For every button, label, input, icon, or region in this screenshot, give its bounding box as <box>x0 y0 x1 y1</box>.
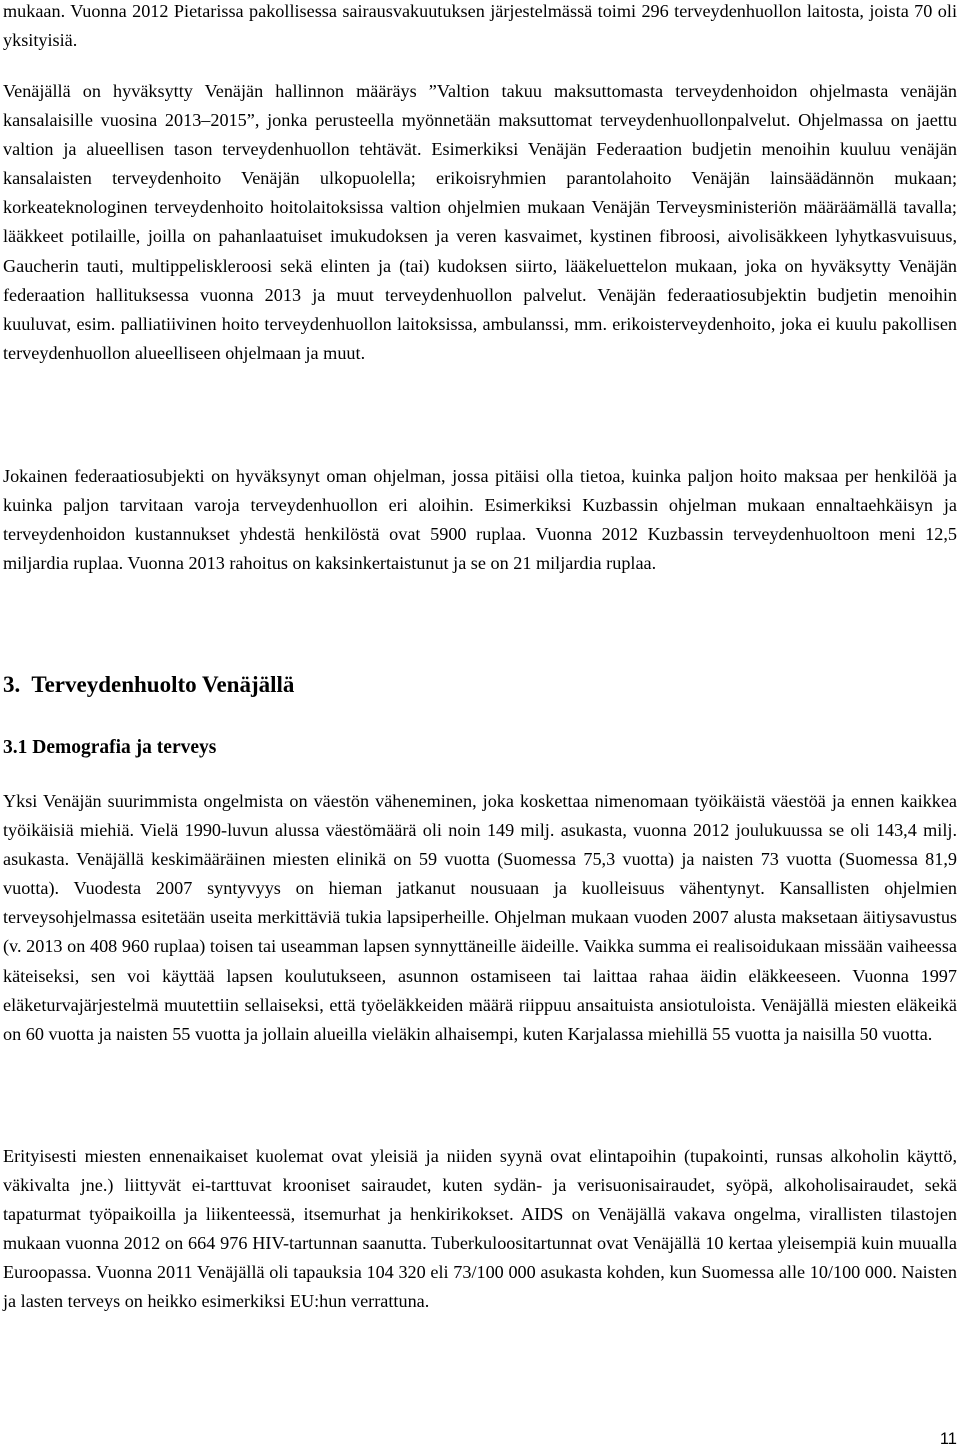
paragraph-federal-subjects: Jokainen federaatiosubjekti on hyväksynyt oman ohjelman, jossa pitäisi olla tietoa, kuinka paljon hoito maksaa per henkilöä ja kuinka paljon tarvitaan varoja terveydenhuollon eri aloihin. Esimerkiksi Kuzbassin ohjelman mukaan ennaltaehkäisyn ja terveydenhoidon kustannukset yhdestä henkilöstä ovat 5900 ruplaa. Vuonna 2012 Kuzbassin terveydenhuoltoon meni 12,5 miljardia ruplaa. Vuonna 2013 rahoitus on kaksinkertaistunut ja se on 21 miljardia ruplaa. <box>3 466 957 574</box>
paragraph-mortality: Erityisesti miesten ennenaikaiset kuolemat ovat yleisiä ja niiden syynä ovat elintapoihin (tupakointi, runsas alkoholin käyttö, väkivalta jne.) liittyvät ei-tarttuvat krooniset sairaudet, kuten sydän- ja verisuonisairaudet, syöpä, alkoholisairaudet, sekä tapaturmat työpaikoilla ja liikenteessä, itsemurhat ja henkirikokset. AIDS on Venäjällä vakava ongelma, virallisten tilastojen mukaan vuonna 2012 on 664 976 HIV-tartunnan saanutta. Tuberkuloositartunnat ovat Venäjällä 10 kertaa yleisempiä kuin muualla Euroopassa. Vuonna 2011 Venäjällä oli tapauksia 104 320 eli 73/100 000 asukasta kohden, kun Suomessa alle 10/100 000. Naisten ja lasten terveys on heikko esimerkiksi EU:hun verrattuna. <box>3 1146 957 1312</box>
document-page <box>3 0 957 1451</box>
paragraph-demography: Yksi Venäjän suurimmista ongelmista on väestön väheneminen, joka koskettaa nimenomaan työikäistä väestöä ja ennen kaikkea työikäisiä miehiä. Vielä 1990-luvun alussa väestömäärä oli noin 149 milj. asukasta, vuonna 2012 joulukuussa se oli 143,4 milj. asukasta. Venäjällä keskimääräinen miesten elinikä on 59 vuotta (Suomessa 75,3 vuotta) ja naisten 73 vuotta (Suomessa 81,9 vuotta). Vuodesta 2007 syntyvyys on hieman jatkanut nousuaan ja kuolleisuus vähentynyt. Kansallisten ohjelmien terveysohjelmassa esitetään useita merkittäviä tukia lapsiperheille. Ohjelman mukaan vuoden 2007 alusta maksetaan äitiysavustus (v. 2013 on 408 960 ruplaa) toisen tai useamman lapsen synnyttäneille äideille. Vaikka summa ei realisoidukaan missään vaiheessa käteiseksi, sen voi käyttää lapsen koulutukseen, asunnon ostamiseen tai laittaa rahaa äidin eläkkeeseen. Vuonna 1997 eläketurvajärjestelmä muutettiin sellaiseksi, että työeläkkeiden määrä riippuu ansaituista ansiotuloista. Venäjällä miesten eläkeikä on 60 vuotta ja naisten 55 vuotta ja jollain alueilla vieläkin alhaisempi, kuten Karjalassa miehillä 55 vuotta ja naisilla 50 vuotta. <box>3 791 957 1044</box>
chapter-heading: 3. Terveydenhuolto Venäjällä <box>3 672 295 697</box>
section-heading: 3.1 Demografia ja terveys <box>3 737 217 758</box>
paragraph-hospitals: mukaan. Vuonna 2012 Pietarissa pakollisessa sairausvakuutuksen järjestelmässä toimi 296 terveydenhuollon laitosta, joista 70 oli yksityisiä. <box>3 1 957 51</box>
page-number: 11 <box>939 1430 957 1448</box>
paragraph-state-guarantee: Venäjällä on hyväksytty Venäjän hallinnon määräys ”Valtion takuu maksuttomasta terveydenhoidon ohjelmasta venäjän kansalaisille vuosina 2013–2015”, jonka perusteella myönnetään maksuttomat terveydenhuollonpalvelut. Ohjelmassa on jaettu valtion ja alueellisen tason terveydenhuollon tehtävät. Esimerkiksi Venäjän Federaation budjetin menoihin kuuluu venäjän kansalaisten terveydenhoito Venäjän ulkopuolella; erikoisryhmien parantolahoito Venäjän lainsäädännön mukaan; korkeateknologinen terveydenhoito hoitolaitoksissa valtion ohjelmien mukaan Venäjän Terveysministeriön määräämällä tavalla; lääkkeet potilaille, joilla on pahanlaatuiset imukudoksen ja veren kasvaimet, kystinen fibroosi, aivolisäkkeen lyhytkasvuisuus, Gaucherin tauti, multippeliskleroosi sekä elinten ja (tai) kudoksen siirto, lääkeluettelon mukaan, joka on hyväksytty Venäjän federaation hallituksessa vuonna 2013 ja muut terveydenhuollon palvelut. Venäjän federaatiosubjektin budjetin menoihin kuuluvat, esim. palliatiivinen hoito terveydenhuollon laitoksissa, ambulanssi, mm. erikoisterveydenhoito, joka ei kuulu pakollisen terveydenhuollon alueelliseen ohjelmaan ja muut. <box>3 81 957 363</box>
